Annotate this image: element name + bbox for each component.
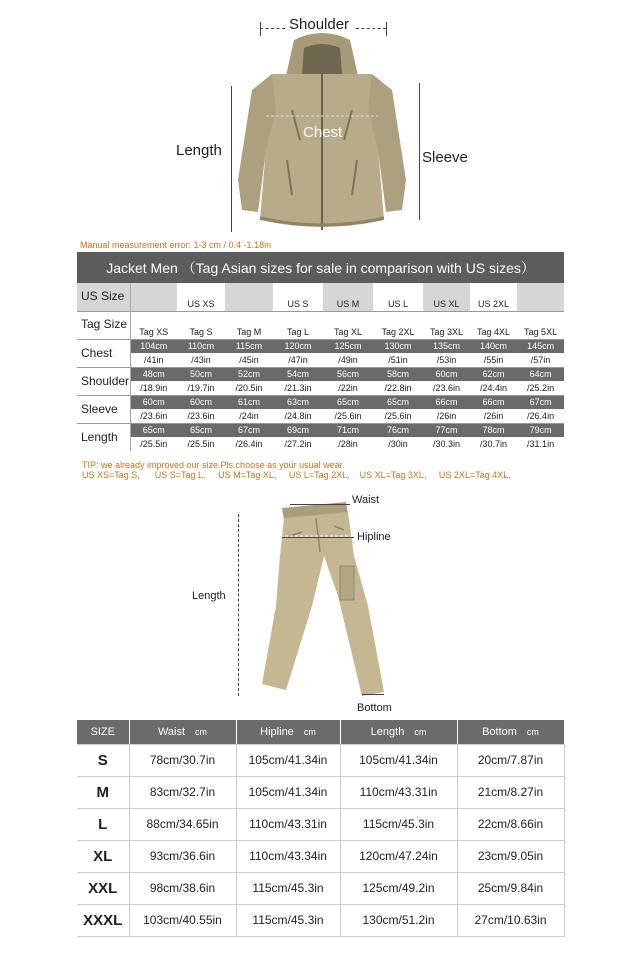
jacket-row-label: Sleeve	[77, 395, 130, 423]
jacket-cell-cm: 62cm	[470, 367, 517, 381]
jacket-cell-cm: 67cm	[225, 423, 273, 437]
jacket-cell-in: /22in	[323, 381, 373, 395]
jacket-cell-cm: 67cm	[517, 395, 564, 409]
pants-cell-hipline: 105cm/41.34in	[236, 744, 340, 776]
pants-cell-size: L	[77, 808, 129, 840]
jacket-cell-cm: 66cm	[423, 395, 470, 409]
pants-header-hipline: Hipline cm	[236, 720, 340, 744]
pants-cell-length: 130cm/51.2in	[340, 904, 457, 936]
jacket-cell-in: /27.2in	[273, 437, 323, 451]
jacket-cell-cm: 130cm	[373, 339, 423, 353]
jacket-cell-in: /47in	[273, 353, 323, 367]
shoulder-label: Shoulder	[289, 16, 350, 33]
pants-cell-bottom: 25cm/9.84in	[457, 872, 564, 904]
pants-cell-size: XXXL	[77, 904, 129, 936]
jacket-cell-cm: 71cm	[323, 423, 373, 437]
jacket-cell-in: /43in	[177, 353, 225, 367]
pants-cell-bottom: 27cm/10.63in	[457, 904, 564, 936]
jacket-cell-in: /41in	[130, 353, 177, 367]
pants-cell-hipline: 110cm/43.31in	[236, 808, 340, 840]
jacket-cell-cm: 69cm	[273, 423, 323, 437]
pants-cell-bottom: 23cm/9.05in	[457, 840, 564, 872]
jacket-cell-in: /25.5in	[177, 437, 225, 451]
pants-cell-hipline: 115cm/45.3in	[236, 872, 340, 904]
pants-length-line	[238, 514, 239, 696]
jacket-cell-cm: 66cm	[470, 395, 517, 409]
jacket-cell-in: /25.6in	[323, 409, 373, 423]
bottom-label: Bottom	[357, 702, 392, 714]
jacket-cell-in: /21.3in	[273, 381, 323, 395]
pants-row	[77, 872, 564, 904]
shoulder-line-right	[356, 28, 386, 29]
jacket-cell-cm: 64cm	[517, 367, 564, 381]
tag-size-cell: Tag M	[225, 311, 273, 339]
jacket-cell-in: /25.2in	[517, 381, 564, 395]
us-size-cell: US L	[373, 283, 423, 311]
sleeve-label: Sleeve	[422, 149, 468, 166]
jacket-cell-cm: 79cm	[517, 423, 564, 437]
jacket-cell-cm: 140cm	[470, 339, 517, 353]
pants-row	[77, 776, 564, 808]
pants-cell-hipline: 115cm/45.3in	[236, 904, 340, 936]
bottom-line	[362, 694, 384, 695]
pants-cell-size: XXL	[77, 872, 129, 904]
pants-row	[77, 744, 564, 776]
jacket-cell-cm: 58cm	[373, 367, 423, 381]
jacket-cell-in: /18.9in	[130, 381, 177, 395]
jacket-cell-in: /26.4in	[517, 409, 564, 423]
pants-row	[77, 904, 564, 936]
jacket-cell-in: /49in	[323, 353, 373, 367]
tip-line-1: TIP: we already improved our size.Pls.choose as your usual wear.	[82, 460, 345, 470]
pants-row	[77, 808, 564, 840]
jacket-cell-in: /45in	[225, 353, 273, 367]
jacket-cell-in: /57in	[517, 353, 564, 367]
pants-header-size: SIZE	[77, 720, 129, 744]
jacket-cell-cm: 104cm	[130, 339, 177, 353]
pants-header-length: Length cm	[340, 720, 457, 744]
pants-length-label: Length	[192, 590, 226, 602]
jacket-cell-in: /25.6in	[373, 409, 423, 423]
us-size-cell: US M	[323, 283, 373, 311]
hipline-line	[282, 537, 354, 538]
pants-cell-length: 105cm/41.34in	[340, 744, 457, 776]
jacket-cell-cm: 56cm	[323, 367, 373, 381]
jacket-row-label: Length	[77, 423, 130, 451]
jacket-row-label: Chest	[77, 339, 130, 367]
pants-size-table	[77, 720, 565, 937]
jacket-cell-in: /24in	[225, 409, 273, 423]
jacket-cell-cm: 135cm	[423, 339, 470, 353]
jacket-cell-in: /24.4in	[470, 381, 517, 395]
hipline-label: Hipline	[357, 531, 391, 543]
tag-size-cell: Tag XL	[323, 311, 373, 339]
pants-cell-length: 120cm/47.24in	[340, 840, 457, 872]
jacket-cell-cm: 78cm	[470, 423, 517, 437]
pants-cell-hipline: 105cm/41.34in	[236, 776, 340, 808]
tag-size-cell: Tag XS	[130, 311, 177, 339]
jacket-cell-cm: 145cm	[517, 339, 564, 353]
jacket-cell-cm: 65cm	[373, 395, 423, 409]
pants-row	[77, 840, 564, 872]
jacket-cell-cm: 115cm	[225, 339, 273, 353]
jacket-cell-cm: 63cm	[273, 395, 323, 409]
pants-image	[250, 496, 390, 702]
pants-cell-waist: 88cm/34.65in	[129, 808, 236, 840]
jacket-cell-in: /24.8in	[273, 409, 323, 423]
pants-cell-length: 125cm/49.2in	[340, 872, 457, 904]
pants-cell-waist: 103cm/40.55in	[129, 904, 236, 936]
jacket-cell-in: /23.6in	[130, 409, 177, 423]
pants-header-waist: Waist cm	[129, 720, 236, 744]
jacket-cell-cm: 52cm	[225, 367, 273, 381]
waist-label: Waist	[352, 494, 380, 506]
tag-size-cell: Tag 3XL	[423, 311, 470, 339]
sleeve-line	[419, 83, 420, 220]
jacket-cell-in: /23.6in	[177, 409, 225, 423]
tag-size-label: Tag Size	[77, 311, 130, 339]
tag-size-cell: Tag 2XL	[373, 311, 423, 339]
pants-cell-bottom: 20cm/7.87in	[457, 744, 564, 776]
jacket-table-title: Jacket Men （Tag Asian sizes for sale in comparison with US sizes）	[77, 252, 564, 283]
jacket-cell-in: /30.7in	[470, 437, 517, 451]
jacket-cell-in: /20.5in	[225, 381, 273, 395]
jacket-size-table	[77, 252, 564, 451]
us-size-cell	[225, 283, 273, 311]
jacket-cell-in: /26in	[470, 409, 517, 423]
jacket-cell-cm: 65cm	[323, 395, 373, 409]
jacket-cell-cm: 60cm	[177, 395, 225, 409]
jacket-cell-cm: 48cm	[130, 367, 177, 381]
tag-size-cell: Tag L	[273, 311, 323, 339]
jacket-cell-cm: 54cm	[273, 367, 323, 381]
jacket-cell-cm: 50cm	[177, 367, 225, 381]
pants-cell-waist: 98cm/38.6in	[129, 872, 236, 904]
pants-cell-size: M	[77, 776, 129, 808]
us-size-cell: US XS	[177, 283, 225, 311]
jacket-cell-in: /28in	[323, 437, 373, 451]
chest-label: Chest	[303, 124, 343, 141]
jacket-cell-in: /30.3in	[423, 437, 470, 451]
pants-cell-waist: 83cm/32.7in	[129, 776, 236, 808]
jacket-cell-cm: 120cm	[273, 339, 323, 353]
jacket-cell-in: /30in	[373, 437, 423, 451]
jacket-cell-in: /51in	[373, 353, 423, 367]
jacket-cell-in: /53in	[423, 353, 470, 367]
jacket-cell-in: /26in	[423, 409, 470, 423]
jacket-cell-cm: 110cm	[177, 339, 225, 353]
pants-header-bottom: Bottom cm	[457, 720, 564, 744]
jacket-cell-cm: 76cm	[373, 423, 423, 437]
jacket-cell-in: /25.5in	[130, 437, 177, 451]
pants-cell-hipline: 110cm/43.34in	[236, 840, 340, 872]
us-size-cell: US XL	[423, 283, 470, 311]
us-size-cell	[517, 283, 564, 311]
jacket-cell-in: /26.4in	[225, 437, 273, 451]
us-size-cell: US S	[273, 283, 323, 311]
shoulder-line-left	[260, 28, 285, 29]
waist-line	[290, 504, 350, 505]
us-size-cell	[130, 283, 177, 311]
jacket-cell-in: /22.8in	[373, 381, 423, 395]
pants-cell-size: S	[77, 744, 129, 776]
jacket-cell-cm: 60cm	[130, 395, 177, 409]
jacket-cell-in: /23.6in	[423, 381, 470, 395]
tag-size-cell: Tag 5XL	[517, 311, 564, 339]
tag-size-cell: Tag S	[177, 311, 225, 339]
pants-cell-bottom: 22cm/8.66in	[457, 808, 564, 840]
pants-cell-waist: 93cm/36.6in	[129, 840, 236, 872]
pants-cell-waist: 78cm/30.7in	[129, 744, 236, 776]
jacket-cell-cm: 125cm	[323, 339, 373, 353]
length-label: Length	[176, 142, 222, 159]
pants-cell-bottom: 21cm/8.27in	[457, 776, 564, 808]
jacket-cell-cm: 77cm	[423, 423, 470, 437]
jacket-cell-in: /31.1in	[517, 437, 564, 451]
pants-cell-length: 110cm/43.31in	[340, 776, 457, 808]
jacket-cell-cm: 65cm	[177, 423, 225, 437]
tip-line-2: US XS=Tag S, US S=Tag L, US M=Tag XL, US L=Tag 2XL, US XL=Tag 3XL, US 2XL=Tag 4XL.	[82, 470, 511, 480]
jacket-cell-in: /19.7in	[177, 381, 225, 395]
pants-cell-length: 115cm/45.3in	[340, 808, 457, 840]
jacket-cell-cm: 61cm	[225, 395, 273, 409]
jacket-cell-cm: 65cm	[130, 423, 177, 437]
us-size-cell: US 2XL	[470, 283, 517, 311]
tag-size-cell: Tag 4XL	[470, 311, 517, 339]
pants-cell-size: XL	[77, 840, 129, 872]
us-size-label: US Size	[77, 283, 130, 311]
jacket-cell-in: /55in	[470, 353, 517, 367]
measurement-note: Manual measurement error: 1-3 cm / 0.4 -1.18in	[80, 240, 272, 250]
jacket-cell-cm: 60cm	[423, 367, 470, 381]
jacket-row-label: Shoulder	[77, 367, 130, 395]
